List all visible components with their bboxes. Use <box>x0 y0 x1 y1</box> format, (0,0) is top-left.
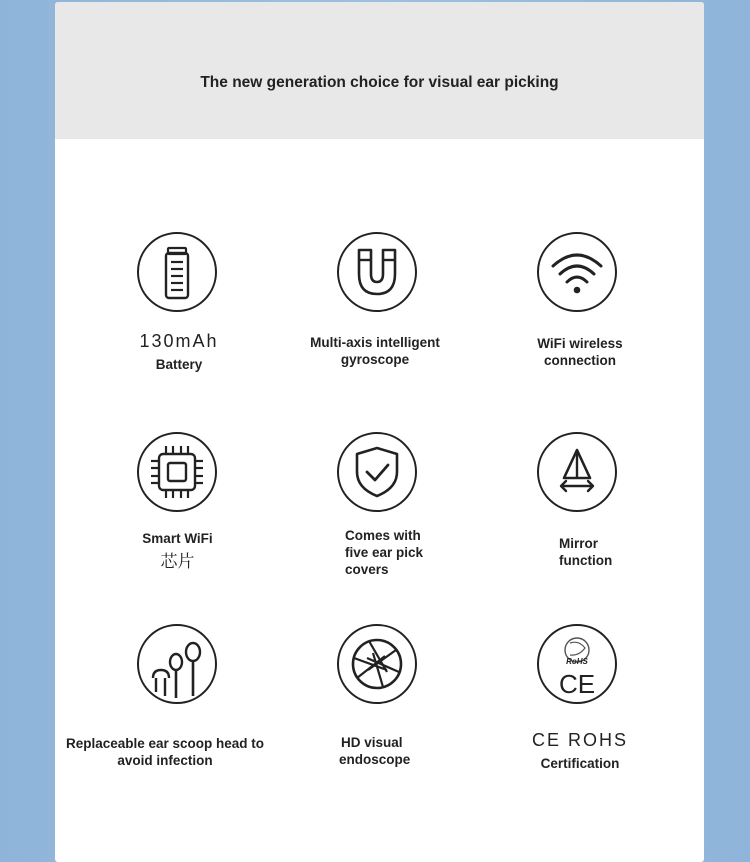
chip-icon <box>137 432 217 512</box>
aperture-icon <box>337 624 417 704</box>
wifi-icon <box>537 232 617 312</box>
endoscope-line2: endoscope <box>339 752 411 767</box>
wifi-line1: WiFi wireless <box>537 336 623 351</box>
covers-line2: five ear pick <box>345 545 424 560</box>
chip-line1: Smart WiFi <box>142 531 213 546</box>
mirror-line2: function <box>559 553 613 568</box>
certification-title: CE ROHS <box>531 730 628 750</box>
magnet-icon <box>337 232 417 312</box>
ce-rohs-icon <box>537 624 617 704</box>
mirror-icon <box>537 432 617 512</box>
mirror-line1: Mirror <box>559 536 599 551</box>
scoop-line2: avoid infection <box>117 753 213 768</box>
header-banner <box>55 2 704 139</box>
battery-icon <box>137 232 217 312</box>
page-title: The new generation choice for visual ear picking <box>200 74 559 91</box>
rohs-badge-text: RoHS <box>566 657 588 666</box>
certification-label: Certification <box>540 756 620 771</box>
battery-capacity: 130mAh <box>139 331 219 351</box>
shield-check-icon <box>337 432 417 512</box>
scoop-line1: Replaceable ear scoop head to <box>65 736 265 751</box>
battery-label: Battery <box>155 357 203 372</box>
wifi-line2: connection <box>543 353 616 368</box>
gyroscope-line2: gyroscope <box>340 352 410 367</box>
ce-badge-text: CE <box>558 669 596 699</box>
ear-scoop-icon <box>137 624 217 704</box>
chip-line2: 芯片 <box>160 552 195 572</box>
covers-line3: covers <box>345 562 389 577</box>
gyroscope-line1: Multi-axis intelligent <box>310 335 440 350</box>
endoscope-line1: HD visual <box>341 735 403 750</box>
covers-line1: Comes with <box>345 528 421 543</box>
